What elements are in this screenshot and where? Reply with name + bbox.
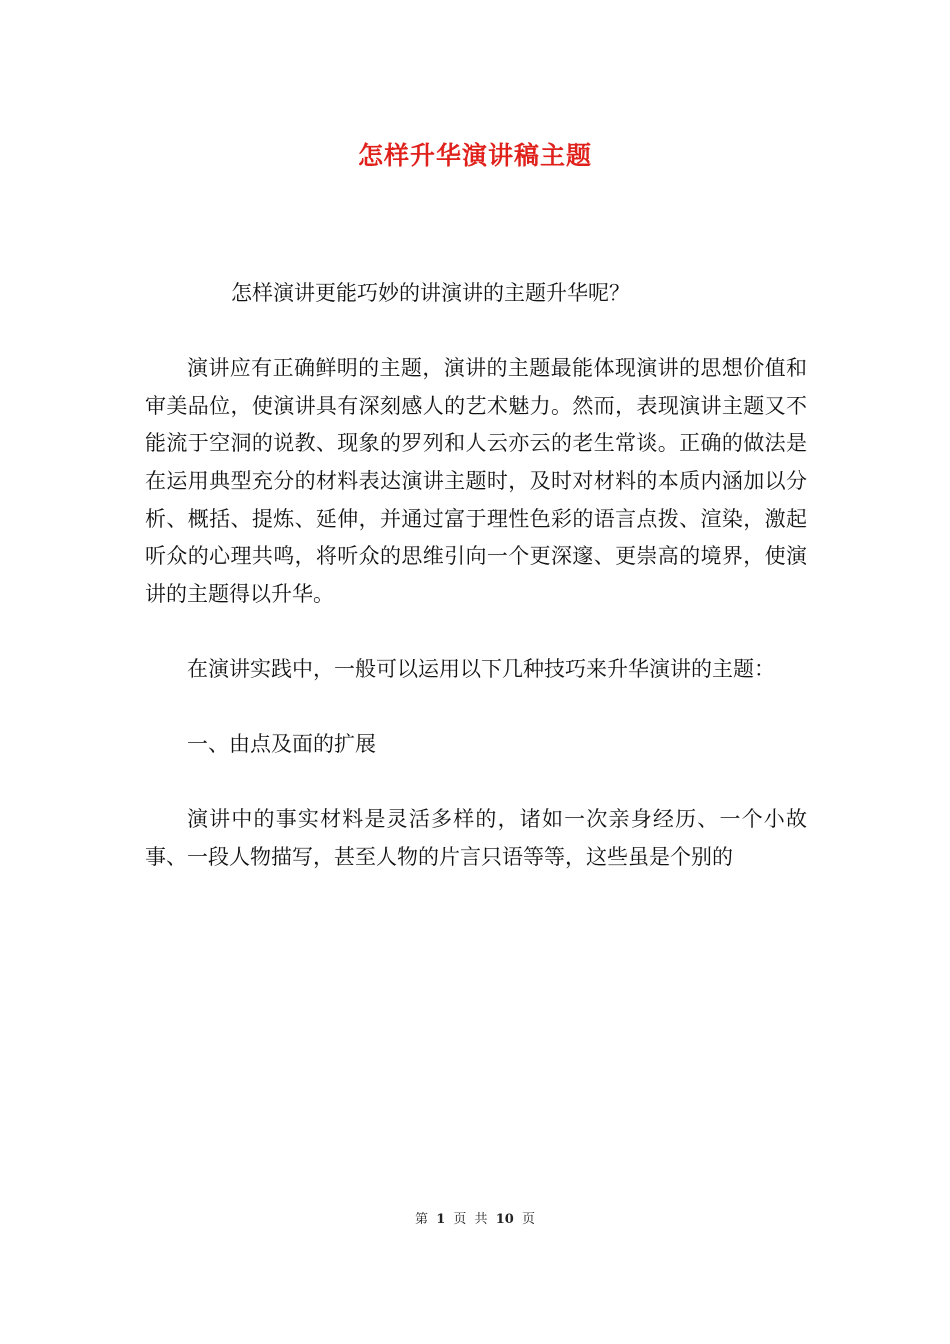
paragraph-materials: 演讲中的事实材料是灵活多样的，诸如一次亲身经历、一个小故事、一段人物描写，甚至人物的片言只语等等，这些虽是个别的 — [145, 807, 807, 869]
footer-prefix: 第 — [415, 1212, 429, 1227]
total-pages-number: 10 — [495, 1212, 514, 1227]
section-heading: 一、由点及面的扩展 — [187, 732, 376, 757]
paragraph-intro: 怎样演讲更能巧妙的讲演讲的主题升华呢？ — [231, 281, 630, 305]
document-title: 怎样升华演讲稿主题 — [357, 141, 592, 170]
paragraph-techniques: 在演讲实践中，一般可以运用以下几种技巧来升华演讲的主题： — [187, 656, 775, 681]
document-body — [145, 275, 807, 877]
footer-page-unit: 页 — [453, 1212, 467, 1227]
page-footer — [0, 1208, 950, 1227]
footer-total-label: 共 — [474, 1212, 488, 1227]
current-page-number: 1 — [436, 1212, 446, 1227]
paragraph-theme: 演讲应有正确鲜明的主题，演讲的主题最能体现演讲的思想价值和审美品位，使演讲具有深刻感人的艺术魅力。然而，表现演讲主题又不能流于空洞的说教、现象的罗列和人云亦云的老生常谈。正确的做法是在运用典型充分的材料表达演讲主题时，及时对材料的本质内涵加以分析、概括、提炼、延伸，并通过富于理性色彩的语言点拨、渲染，激起听众的心理共鸣，将听众的思维引向一个更深邃、更崇高的境界，使演讲的主题得以升华。 — [145, 356, 807, 606]
footer-suffix: 页 — [521, 1212, 535, 1227]
